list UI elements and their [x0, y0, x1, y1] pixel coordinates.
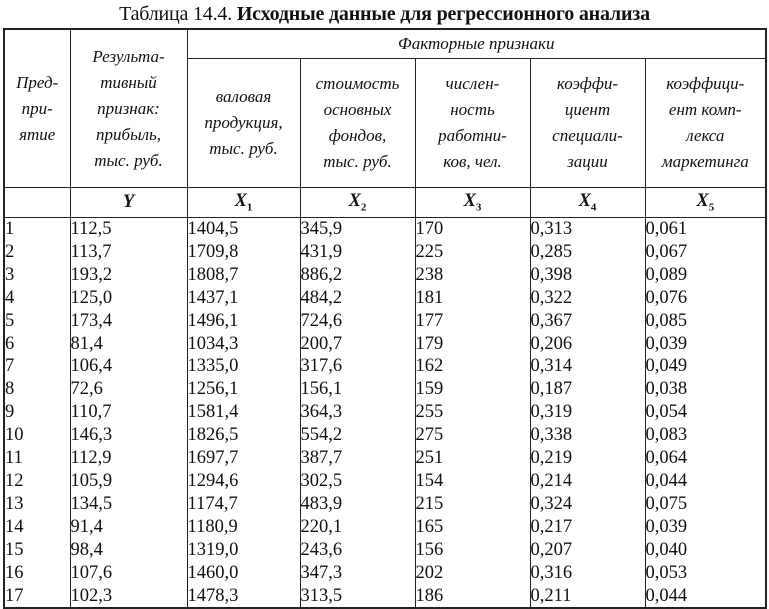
- table-row: [4, 585, 766, 609]
- table-cell: 347,3: [300, 562, 415, 585]
- table-cell: 1460,0: [187, 562, 300, 585]
- table-row: [4, 401, 766, 424]
- table-cell: 1404,5: [187, 218, 300, 241]
- table-cell: 1581,4: [187, 401, 300, 424]
- symbol-y: Y: [70, 188, 187, 218]
- table-cell: 0,398: [530, 264, 645, 287]
- table-row: [4, 333, 766, 356]
- table-cell: 125,0: [70, 287, 187, 310]
- table-cell: 238: [415, 264, 530, 287]
- table-body: [4, 218, 766, 609]
- table-cell: 0,319: [530, 401, 645, 424]
- table-cell: 3: [5, 264, 15, 285]
- table-cell: 72,6: [70, 378, 187, 401]
- table-cell: 0,054: [645, 401, 766, 424]
- table-cell: 1174,7: [187, 493, 300, 516]
- table-cell: 0,367: [530, 310, 645, 333]
- table-cell: 177: [415, 310, 530, 333]
- table-row: [4, 287, 766, 310]
- table-row: [4, 310, 766, 333]
- table-cell: 202: [415, 562, 530, 585]
- table-cell: 181: [415, 287, 530, 310]
- table-cell: 112,5: [70, 218, 187, 241]
- table-cell: 0,206: [530, 333, 645, 356]
- regression-data-table: [3, 28, 767, 609]
- header-enterprise: Пред- при- ятие: [16, 72, 59, 144]
- table-cell: 1034,3: [187, 333, 300, 356]
- table-cell: 0,285: [530, 241, 645, 264]
- table-cell: 146,3: [70, 424, 187, 447]
- table-cell: 1709,8: [187, 241, 300, 264]
- table-cell: 1294,6: [187, 470, 300, 493]
- table-cell: 5: [5, 310, 15, 331]
- table-cell: 1826,5: [187, 424, 300, 447]
- header-factor-3: числен- ность работни- ков, чел.: [415, 59, 530, 188]
- table-row: [4, 493, 766, 516]
- table-cell: 0,061: [645, 218, 766, 241]
- symbol-x2: $X_2$: [300, 188, 415, 218]
- table-cell: 13: [5, 493, 24, 514]
- table-cell: 0,313: [530, 218, 645, 241]
- table-cell: 0,039: [645, 516, 766, 539]
- table-cell: 102,3: [70, 585, 187, 609]
- table-caption: [0, 0, 769, 30]
- table-cell: 724,6: [300, 310, 415, 333]
- table-cell: 17: [5, 585, 24, 606]
- table-cell: 0,049: [645, 355, 766, 378]
- table-row: [4, 424, 766, 447]
- table-cell: 0,040: [645, 539, 766, 562]
- table-cell: 1478,3: [187, 585, 300, 609]
- table-cell: 186: [415, 585, 530, 609]
- table-cell: 1496,1: [187, 310, 300, 333]
- table-cell: 98,4: [70, 539, 187, 562]
- table-cell: 173,4: [70, 310, 187, 333]
- table-cell: 483,9: [300, 493, 415, 516]
- table-cell: 9: [5, 402, 15, 423]
- table-cell: 0,217: [530, 516, 645, 539]
- table-row: [4, 516, 766, 539]
- table-cell: 0,075: [645, 493, 766, 516]
- table-cell: 112,9: [70, 447, 187, 470]
- table-cell: 106,4: [70, 355, 187, 378]
- table-cell: 154: [415, 470, 530, 493]
- table-cell: 11: [5, 448, 23, 469]
- table-cell: 159: [415, 378, 530, 401]
- table-cell: 275: [415, 424, 530, 447]
- table-cell: 0,219: [530, 447, 645, 470]
- table-cell: 0,314: [530, 355, 645, 378]
- table-cell: 1180,9: [187, 516, 300, 539]
- table-cell: 387,7: [300, 447, 415, 470]
- table-cell: 0,053: [645, 562, 766, 585]
- table-cell: 110,7: [70, 401, 187, 424]
- table-cell: 15: [5, 539, 24, 560]
- table-cell: 345,9: [300, 218, 415, 241]
- table-cell: 193,2: [70, 264, 187, 287]
- table-cell: 243,6: [300, 539, 415, 562]
- table-cell: 1256,1: [187, 378, 300, 401]
- table-cell: 179: [415, 333, 530, 356]
- table-cell: 0,064: [645, 447, 766, 470]
- table-cell: 16: [5, 562, 24, 583]
- table-cell: 554,2: [300, 424, 415, 447]
- table-cell: 0,044: [645, 470, 766, 493]
- table-cell: 0,187: [530, 378, 645, 401]
- table-cell: 0,214: [530, 470, 645, 493]
- table-cell: 251: [415, 447, 530, 470]
- table-row: [4, 539, 766, 562]
- table-cell: 0,089: [645, 264, 766, 287]
- symbol-x1: $X_1$: [187, 188, 300, 218]
- table-cell: 7: [5, 356, 15, 377]
- table-cell: 14: [5, 516, 24, 537]
- table-cell: 1319,0: [187, 539, 300, 562]
- table-cell: 156,1: [300, 378, 415, 401]
- table-cell: 313,5: [300, 585, 415, 609]
- table-cell: 0,324: [530, 493, 645, 516]
- table-row: [4, 218, 766, 241]
- table-cell: 105,9: [70, 470, 187, 493]
- table-cell: 0,076: [645, 287, 766, 310]
- table-cell: 0,044: [645, 585, 766, 609]
- table-cell: 134,5: [70, 493, 187, 516]
- table-cell: 886,2: [300, 264, 415, 287]
- table-cell: 0,083: [645, 424, 766, 447]
- table-cell: 10: [5, 425, 24, 446]
- table-cell: 1808,7: [187, 264, 300, 287]
- table-cell: 0,038: [645, 378, 766, 401]
- table-cell: 91,4: [70, 516, 187, 539]
- table-cell: 0,338: [530, 424, 645, 447]
- table-cell: 0,207: [530, 539, 645, 562]
- header-result: Результа- тивный признак: прибыль, тыс. руб.: [70, 29, 187, 188]
- header-factor-5: коэффици- ент комп- лекса маркетинга: [645, 59, 766, 188]
- table-cell: 0,067: [645, 241, 766, 264]
- table-cell: 1: [5, 219, 15, 239]
- table-row: [4, 562, 766, 585]
- table-cell: 0,322: [530, 287, 645, 310]
- table-row: [4, 378, 766, 401]
- table-row: [4, 241, 766, 264]
- table-row: [4, 470, 766, 493]
- table-row: [4, 447, 766, 470]
- table-cell: 0,316: [530, 562, 645, 585]
- symbol-empty: [4, 188, 70, 218]
- caption-title: Исходные данные для регрессионного анализа: [236, 3, 650, 25]
- table-cell: 317,6: [300, 355, 415, 378]
- table-cell: 113,7: [70, 241, 187, 264]
- caption-label: Таблица 14.4.: [119, 3, 232, 25]
- table-cell: 1697,7: [187, 447, 300, 470]
- table-row: [4, 264, 766, 287]
- table-cell: 0,039: [645, 333, 766, 356]
- header-factor-2: стоимость основных фондов, тыс. руб.: [300, 59, 415, 188]
- table-cell: 200,7: [300, 333, 415, 356]
- table-cell: 170: [415, 218, 530, 241]
- table-cell: 2: [5, 241, 15, 262]
- table-cell: 0,085: [645, 310, 766, 333]
- table-cell: 255: [415, 401, 530, 424]
- table-cell: 225: [415, 241, 530, 264]
- symbol-x3: $X_3$: [415, 188, 530, 218]
- table-cell: 215: [415, 493, 530, 516]
- table-cell: 220,1: [300, 516, 415, 539]
- table-cell: 81,4: [70, 333, 187, 356]
- table-cell: 1437,1: [187, 287, 300, 310]
- table-cell: 431,9: [300, 241, 415, 264]
- table-cell: 364,3: [300, 401, 415, 424]
- table-cell: 0,211: [530, 585, 645, 609]
- table-cell: 162: [415, 355, 530, 378]
- table-cell: 6: [5, 333, 15, 354]
- symbol-x5: $X_5$: [645, 188, 766, 218]
- table-cell: 107,6: [70, 562, 187, 585]
- table-row: [4, 355, 766, 378]
- header-factor-group: Факторные признаки: [187, 29, 766, 59]
- table-cell: 1335,0: [187, 355, 300, 378]
- table-cell: 484,2: [300, 287, 415, 310]
- table-cell: 12: [5, 470, 24, 491]
- header-factor-1: валовая продукция, тыс. руб.: [187, 59, 300, 188]
- table-cell: 165: [415, 516, 530, 539]
- table-cell: 4: [5, 287, 15, 308]
- symbol-x4: $X_4$: [530, 188, 645, 218]
- table-cell: 8: [5, 379, 15, 400]
- table-cell: 302,5: [300, 470, 415, 493]
- header-factor-4: коэффи- циент специали- зации: [530, 59, 645, 188]
- table-cell: 156: [415, 539, 530, 562]
